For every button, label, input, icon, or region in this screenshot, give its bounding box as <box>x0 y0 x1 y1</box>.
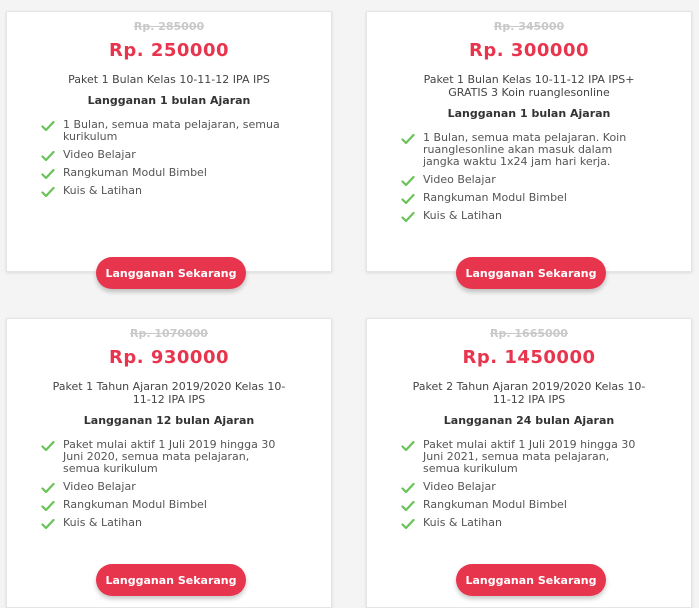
check-icon <box>41 482 55 494</box>
check-icon <box>401 518 415 530</box>
feature-item <box>63 517 287 529</box>
feature-list <box>423 132 647 228</box>
subscribe-button[interactable]: Langganan Sekarang <box>456 257 606 289</box>
feature-text: Rangkuman Modul Bimbel <box>423 498 567 511</box>
pricing-card-3 <box>6 318 332 608</box>
check-icon <box>41 168 55 180</box>
check-icon <box>401 133 415 145</box>
package-description: Paket 1 Bulan Kelas 10-11-12 IPA IPS+ GRATIS 3 Koin ruanglesonline <box>423 73 635 99</box>
check-icon <box>41 150 55 162</box>
feature-item <box>63 185 287 197</box>
current-price: Rp. 1450000 <box>462 347 596 368</box>
feature-item <box>423 210 647 222</box>
check-icon <box>401 193 415 205</box>
original-price: Rp. 285000 <box>133 20 205 33</box>
pricing-card-2 <box>366 11 692 280</box>
original-price: Rp. 1070000 <box>130 327 208 340</box>
feature-list <box>63 119 287 203</box>
feature-text: Rangkuman Modul Bimbel <box>63 166 207 179</box>
feature-item <box>423 132 647 168</box>
package-description: Paket 1 Bulan Kelas 10-11-12 IPA IPS <box>68 73 270 86</box>
feature-item <box>423 174 647 186</box>
pricing-card-4 <box>366 318 692 608</box>
current-price: Rp. 250000 <box>109 40 229 61</box>
plan-title: Langganan 12 bulan Ajaran <box>83 414 255 427</box>
feature-text: Video Belajar <box>63 480 136 493</box>
feature-item <box>63 481 287 493</box>
package-description: Paket 1 Tahun Ajaran 2019/2020 Kelas 10-11-12 IPA IPS <box>52 380 286 406</box>
feature-list <box>63 439 287 535</box>
feature-item <box>63 119 287 143</box>
feature-text: Rangkuman Modul Bimbel <box>63 498 207 511</box>
check-icon <box>41 500 55 512</box>
feature-item <box>423 517 647 529</box>
plan-title: Langganan 24 bulan Ajaran <box>443 414 615 427</box>
subscribe-button[interactable]: Langganan Sekarang <box>96 257 246 289</box>
feature-item <box>63 439 287 475</box>
package-description: Paket 2 Tahun Ajaran 2019/2020 Kelas 10-11-12 IPA IPS <box>412 380 646 406</box>
check-icon <box>41 186 55 198</box>
feature-item <box>63 149 287 161</box>
feature-item <box>423 481 647 493</box>
current-price: Rp. 300000 <box>469 40 589 61</box>
check-icon <box>401 482 415 494</box>
feature-text: Kuis & Latihan <box>423 516 502 529</box>
feature-list <box>423 439 647 535</box>
plan-title: Langganan 1 bulan Ajaran <box>87 94 251 107</box>
pricing-card-1 <box>6 11 332 280</box>
feature-item <box>423 439 647 475</box>
feature-text: 1 Bulan, semua mata pelajaran. Koin ruanglesonline akan masuk dalam jangka waktu 1x24 jam hari kerja. <box>423 131 627 168</box>
feature-text: 1 Bulan, semua mata pelajaran, semua kurikulum <box>63 118 280 143</box>
check-icon <box>401 175 415 187</box>
feature-item <box>63 499 287 511</box>
feature-text: Kuis & Latihan <box>423 209 502 222</box>
feature-text: Kuis & Latihan <box>63 516 142 529</box>
feature-text: Video Belajar <box>423 480 496 493</box>
check-icon <box>401 500 415 512</box>
feature-text: Video Belajar <box>423 173 496 186</box>
feature-text: Video Belajar <box>63 148 136 161</box>
subscribe-button[interactable]: Langganan Sekarang <box>96 564 246 596</box>
original-price: Rp. 1665000 <box>490 327 568 340</box>
feature-text: Rangkuman Modul Bimbel <box>423 191 567 204</box>
feature-text: Paket mulai aktif 1 Juli 2019 hingga 30 Juni 2020, semua mata pelajaran, semua kurikulum <box>63 438 276 475</box>
plan-title: Langganan 1 bulan Ajaran <box>447 107 611 120</box>
subscribe-button[interactable]: Langganan Sekarang <box>456 564 606 596</box>
feature-item <box>423 192 647 204</box>
check-icon <box>401 440 415 452</box>
check-icon <box>41 440 55 452</box>
check-icon <box>41 120 55 132</box>
check-icon <box>41 518 55 530</box>
check-icon <box>401 211 415 223</box>
feature-text: Paket mulai aktif 1 Juli 2019 hingga 30 Juni 2021, semua mata pelajaran, semua kurikulum <box>423 438 636 475</box>
original-price: Rp. 345000 <box>493 20 565 33</box>
feature-text: Kuis & Latihan <box>63 184 142 197</box>
current-price: Rp. 930000 <box>109 347 229 368</box>
feature-item <box>423 499 647 511</box>
feature-item <box>63 167 287 179</box>
